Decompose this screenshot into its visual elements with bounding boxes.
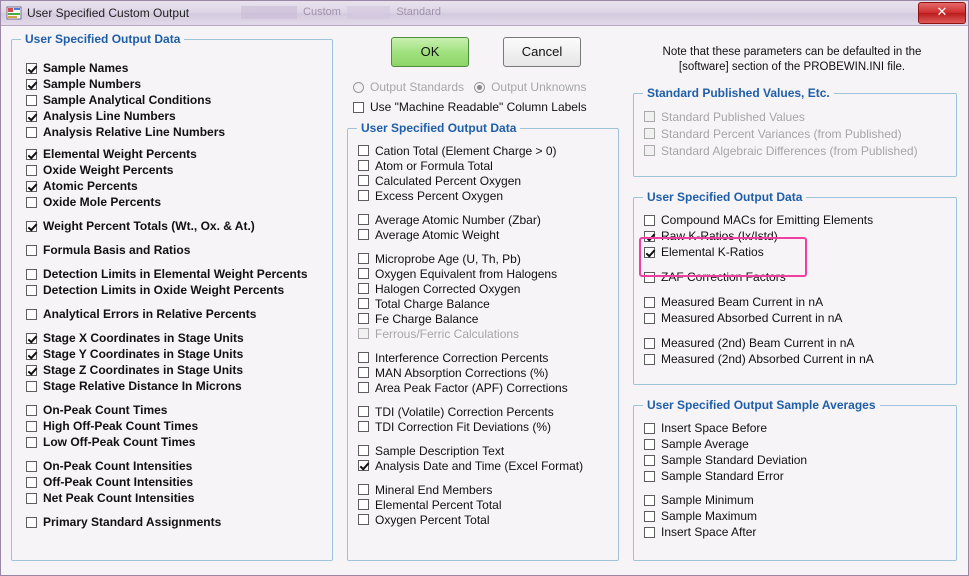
list-spacer [644,484,948,492]
list-spacer [644,260,948,269]
checkbox-label: ZAF Correction Factors [661,270,786,284]
checkbox-label: Elemental Percent Total [375,497,502,512]
checkbox-icon [26,421,37,432]
list-spacer [358,341,610,350]
checkbox-icon [358,328,369,339]
checkbox-label: Mineral End Members [375,482,493,497]
checkbox-label: Oxygen Equivalent from Halogens [375,266,558,281]
ini-note-line2: [software] section of the PROBEWIN.INI file. [678,61,906,73]
checkbox-icon [358,160,369,171]
checkbox-label: Measured Absorbed Current in nA [661,311,843,325]
checkbox-label: Raw K-Ratios (Ix/Istd) [661,229,778,243]
checkbox-label: Measured (2nd) Beam Current in nA [661,336,855,350]
checkbox-row[interactable] [26,92,322,108]
checkbox-row[interactable] [358,404,610,419]
checkbox-label: Weight Percent Totals (Wt., Ox. & At.) [43,219,255,233]
checkbox-row[interactable] [26,194,322,210]
checkbox-icon [358,499,369,510]
checkbox-row [644,108,948,125]
checkbox-row[interactable] [644,228,948,244]
checkbox-row[interactable] [358,482,610,497]
checkbox-label: Atomic Percents [43,179,138,193]
checkbox-icon [644,439,655,450]
close-button[interactable]: ✕ [918,2,966,24]
checkbox-row[interactable] [26,418,322,434]
checkbox-label: Primary Standard Assignments [43,515,222,529]
checkbox-icon [644,354,655,365]
checkbox-label: Low Off-Peak Count Times [43,435,196,449]
checkbox-row[interactable] [644,269,948,285]
checkbox-row[interactable] [358,212,610,227]
checkbox-label: Sample Standard Deviation [661,453,808,467]
averages-group-legend: User Specified Output Sample Averages [643,398,880,412]
list-spacer [358,395,610,404]
checkbox-row[interactable] [26,306,322,322]
checkbox-icon [26,477,37,488]
checkbox-icon [26,79,37,90]
checkbox-label: Detection Limits in Oxide Weight Percents [43,283,285,297]
checkbox-row[interactable] [644,508,948,524]
checkbox-row[interactable] [644,468,948,484]
list-spacer [358,473,610,482]
checkbox-label: Standard Algebraic Differences (from Published) [661,143,918,158]
checkbox-icon [644,423,655,434]
checkbox-label: On-Peak Count Intensities [43,459,193,473]
checkbox-icon [26,365,37,376]
checkbox-icon [358,283,369,294]
checkbox-row[interactable] [26,242,322,258]
checkbox-row[interactable] [358,497,610,512]
checkbox-label: Analysis Date and Time (Excel Format) [375,458,584,473]
checkbox-label: Sample Minimum [661,493,754,507]
checkbox-row[interactable] [644,351,948,367]
checkbox-row[interactable] [644,492,948,508]
ghost-block-1 [241,6,297,19]
checkbox-row[interactable] [26,218,322,234]
checkbox-row[interactable] [358,143,610,158]
checkbox-icon [26,461,37,472]
checkbox-label: TDI (Volatile) Correction Percents [375,404,554,419]
checkbox-row[interactable] [358,365,610,380]
right-group-legend: User Specified Output Data [643,190,806,204]
checkbox-row[interactable] [26,60,322,76]
checkbox-icon [644,111,655,122]
checkbox-icon [358,421,369,432]
checkbox-label: Standard Percent Variances (from Published) [661,126,902,141]
checkbox-row[interactable] [26,346,322,362]
checkbox-label: Standard Published Values [661,109,805,124]
checkbox-row[interactable] [358,419,610,434]
checkbox-icon [26,245,37,256]
checkbox-label: Measured Beam Current in nA [661,295,824,309]
checkbox-label: Interference Correction Percents [375,350,549,365]
machine-readable-label: Use "Machine Readable" Column Labels [370,100,587,114]
checkbox-row[interactable] [644,436,948,452]
checkbox-icon [26,269,37,280]
ghost-block-2 [347,6,390,19]
checkbox-row[interactable] [644,420,948,436]
list-spacer [358,242,610,251]
checkbox-row[interactable] [26,282,322,298]
checkbox-icon [26,349,37,360]
checkbox-row[interactable] [26,178,322,194]
checkbox-icon [358,406,369,417]
checkbox-row[interactable] [358,266,610,281]
checkbox-icon [26,437,37,448]
checkbox-icon [644,455,655,466]
checkbox-row[interactable] [358,380,610,395]
list-spacer [358,203,610,212]
app-icon [6,5,22,21]
checkbox-row[interactable] [358,281,610,296]
checkbox-icon [644,511,655,522]
checkbox-icon [26,221,37,232]
checkbox-icon [644,471,655,482]
ghost-label-1: Custom [303,6,341,18]
checkbox-row[interactable] [358,458,610,473]
checkbox-icon [26,381,37,392]
checkbox-icon [26,517,37,528]
left-output-data-group [11,32,333,561]
checkbox-row[interactable] [26,434,322,450]
checkbox-label: Oxide Weight Percents [43,163,174,177]
checkbox-label: Sample Analytical Conditions [43,93,212,107]
checkbox-row[interactable] [26,378,322,394]
checkbox-row[interactable] [644,212,948,228]
checkbox-row[interactable] [26,330,322,346]
checkbox-icon [26,309,37,320]
checkbox-icon [644,215,655,226]
checkbox-row[interactable] [358,227,610,242]
checkbox-icon [26,181,37,192]
checkbox-label: On-Peak Count Times [43,403,168,417]
checkbox-row [644,125,948,142]
checkbox-label: Total Charge Balance [375,296,490,311]
checkbox-icon [358,352,369,363]
checkbox-label: Sample Description Text [375,443,505,458]
checkbox-label: Measured (2nd) Absorbed Current in nA [661,352,874,366]
checkbox-icon [358,313,369,324]
checkbox-label: Oxide Mole Percents [43,195,162,209]
checkbox-icon [26,285,37,296]
checkbox-row[interactable] [26,402,322,418]
checkbox-icon [26,197,37,208]
checkbox-icon [26,63,37,74]
checkbox-label: Microprobe Age (U, Th, Pb) [375,251,521,266]
checkbox-row[interactable] [26,146,322,162]
checkbox-icon [358,382,369,393]
radio-standards-icon [353,82,364,93]
checkbox-row[interactable] [26,362,322,378]
checkbox-icon [358,367,369,378]
background-window-remnant [241,3,441,21]
checkbox-row[interactable] [26,76,322,92]
checkbox-label: Stage X Coordinates in Stage Units [43,331,244,345]
checkbox-row[interactable] [26,514,322,530]
checkbox-label: High Off-Peak Count Times [43,419,199,433]
checkbox-row[interactable] [644,524,948,540]
checkbox-label: Analytical Errors in Relative Percents [43,307,257,321]
checkbox-label: Excess Percent Oxygen [375,188,504,203]
checkbox-row[interactable] [26,266,322,282]
checkbox-row[interactable] [358,443,610,458]
checkbox-row[interactable] [358,512,610,527]
checkbox-label: MAN Absorption Corrections (%) [375,365,549,380]
checkbox-label: Sample Names [43,61,129,75]
checkbox-label: Insert Space After [661,525,757,539]
checkbox-label: Oxygen Percent Total [375,512,490,527]
checkbox-icon [644,527,655,538]
ini-note [631,45,953,75]
checkbox-icon [644,313,655,324]
checkbox-label: Fe Charge Balance [375,311,479,326]
checkbox-label: Stage Y Coordinates in Stage Units [43,347,244,361]
checkbox-label: Area Peak Factor (APF) Corrections [375,380,568,395]
checkbox-row[interactable] [358,311,610,326]
checkbox-row[interactable] [644,335,948,351]
checkbox-row[interactable] [358,173,610,188]
checkbox-icon [358,175,369,186]
checkbox-icon [644,272,655,283]
left-group-legend: User Specified Output Data [21,32,184,46]
center-output-data-group [347,121,619,561]
checkbox-icon [644,495,655,506]
checkbox-label: TDI Correction Fit Deviations (%) [375,419,552,434]
checkbox-icon [26,111,37,122]
checkbox-label: Sample Numbers [43,77,142,91]
checkbox-icon [358,190,369,201]
checkbox-row[interactable] [26,490,322,506]
sample-averages-group [633,398,957,561]
checkbox-label: Average Atomic Weight [375,227,500,242]
checkbox-icon [358,460,369,471]
checkbox-row[interactable] [358,188,610,203]
title-bar [1,1,968,26]
checkbox-icon [26,165,37,176]
right-output-data-group [633,190,957,385]
checkbox-icon [358,214,369,225]
checkbox-row[interactable] [26,124,322,140]
checkbox-label: Calculated Percent Oxygen [375,173,522,188]
checkbox-label: Compound MACs for Emitting Elements [661,213,874,227]
checkbox-label: Halogen Corrected Oxygen [375,281,521,296]
checkbox-label: Sample Standard Error [661,469,784,483]
checkbox-row [358,326,610,341]
checkbox-label: Cation Total (Element Charge > 0) [375,143,557,158]
checkbox-label: Off-Peak Count Intensities [43,475,194,489]
checkbox-icon [358,298,369,309]
checkbox-label: Elemental Weight Percents [43,147,197,161]
checkbox-row[interactable] [358,350,610,365]
checkbox-label: Formula Basis and Ratios [43,243,191,257]
list-spacer [644,285,948,294]
checkbox-row [644,142,948,159]
checkbox-icon [358,268,369,279]
checkbox-row[interactable] [644,452,948,468]
checkbox-machine-readable[interactable] [353,99,603,115]
checkbox-icon [26,405,37,416]
checkbox-label: Ferrous/Ferric Calculations [375,326,520,341]
checkbox-icon [644,145,655,156]
checkbox-label: Analysis Relative Line Numbers [43,125,226,139]
checkbox-row[interactable] [26,458,322,474]
checkbox-icon [644,338,655,349]
checkbox-icon [358,145,369,156]
checkbox-icon [358,514,369,525]
checkbox-icon [26,127,37,138]
ini-note-line1: Note that these parameters can be defaulted in the [662,46,922,58]
checkbox-label: Stage Relative Distance In Microns [43,379,242,393]
checkbox-icon [358,229,369,240]
checkbox-row[interactable] [644,294,948,310]
window-title: User Specified Custom Output [27,6,190,20]
checkbox-row[interactable] [26,474,322,490]
checkbox-icon [358,445,369,456]
checkbox-label: Elemental K-Ratios [661,245,764,259]
cancel-button[interactable]: Cancel [503,37,581,67]
list-spacer [358,434,610,443]
radio-output-standards[interactable] [353,79,464,95]
list-spacer [644,326,948,335]
checkbox-label: Stage Z Coordinates in Stage Units [43,363,244,377]
checkbox-label: Sample Maximum [661,509,758,523]
checkbox-icon [644,128,655,139]
checkbox-row[interactable] [644,310,948,326]
checkbox-row[interactable] [644,244,948,260]
checkbox-label: Detection Limits in Elemental Weight Percents [43,267,308,281]
checkbox-label: Insert Space Before [661,421,768,435]
checkbox-icon [26,149,37,160]
checkbox-row[interactable] [26,162,322,178]
checkbox-row[interactable] [26,108,322,124]
standard-published-group [633,86,957,177]
output-mode-row [353,79,603,115]
machine-readable-box [353,102,364,113]
checkbox-row[interactable] [358,251,610,266]
checkbox-icon [26,95,37,106]
ok-button[interactable]: OK [391,37,469,67]
checkbox-icon [644,231,655,242]
checkbox-icon [358,484,369,495]
checkbox-icon [644,297,655,308]
checkbox-label: Sample Average [661,437,749,451]
standard-published-legend: Standard Published Values, Etc. [643,86,834,100]
checkbox-label: Analysis Line Numbers [43,109,176,123]
checkbox-icon [26,493,37,504]
ghost-label-2: Standard [396,6,441,18]
checkbox-label: Atom or Formula Total [375,158,493,173]
checkbox-row[interactable] [358,296,610,311]
checkbox-icon [26,333,37,344]
radio-unknowns-label: Output Unknowns [491,80,587,94]
radio-unknowns-icon [474,82,485,93]
radio-output-unknowns[interactable] [474,79,586,95]
checkbox-label: Net Peak Count Intensities [43,491,195,505]
checkbox-row[interactable] [358,158,610,173]
checkbox-label: Average Atomic Number (Zbar) [375,212,541,227]
radio-standards-label: Output Standards [370,80,465,94]
center-group-legend: User Specified Output Data [357,121,520,135]
checkbox-icon [644,247,655,258]
checkbox-icon [358,253,369,264]
